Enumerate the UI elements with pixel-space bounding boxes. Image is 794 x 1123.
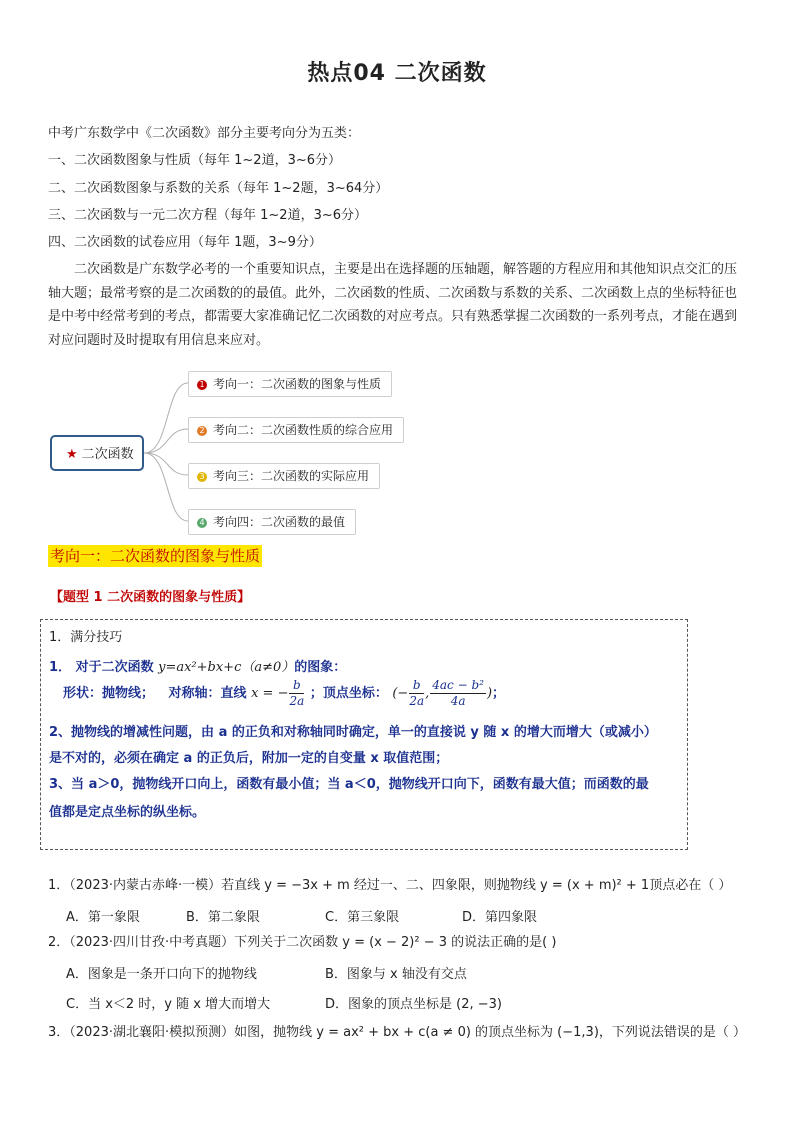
number-badge-icon: 4: [197, 518, 207, 528]
tips-line-2: 2、抛物线的增减性问题，由 a 的正负和对称轴同时确定，单一的直接说 y 随 x 的增大而增大（或减小）: [49, 725, 657, 740]
answer-option[interactable]: C．第三象限: [325, 910, 400, 925]
intro-item: 三、二次函数与一元二次方程（每年 1~2道，3~6分）: [48, 208, 368, 223]
number-badge-icon: 3: [197, 472, 207, 482]
answer-option[interactable]: B．第二象限: [186, 910, 260, 925]
fraction: $\frac{\text{4ac − b²}}{4a}$: [432, 678, 484, 708]
vertex-formula: (−: [392, 686, 409, 701]
tips-box: [40, 619, 688, 850]
number-badge-icon: 1: [197, 380, 207, 390]
tips-shape-line: 形状：抛物线； 对称轴：直线 x = − $\frac{b}{2a}$ ；顶点坐标： (− $\frac{b}{2a}$ , $\frac{\text{4ac − b²}}{4a}$ )；: [63, 678, 506, 708]
mindmap-root-label: 二次函数: [81, 447, 134, 462]
number-badge-icon: 2: [197, 426, 207, 436]
mindmap-branch-label: 考向二：二次函数性质的综合应用: [213, 423, 394, 437]
intro-lead: 中考广东数学中《二次函数》部分主要考向分为五类：: [48, 126, 361, 141]
question-stem: 2．（2023·四川甘孜·中考真题）下列关于二次函数 y = (x − 2)² − 3 的说法正确的是( ): [48, 935, 557, 950]
mindmap-branch-label: 考向三：二次函数的实际应用: [213, 469, 370, 483]
intro-item: 四、二次函数的试卷应用（每年 1题，3~9分）: [48, 235, 322, 250]
tips-line-1: 1． 对于二次函数 y=ax²+bx+c（a≠0）的图象：: [49, 660, 347, 675]
answer-option[interactable]: C．当 x＜2 时，y 随 x 增大而增大: [66, 997, 271, 1012]
question-type-heading: 【题型 1 二次函数的图象与性质】: [50, 590, 251, 605]
answer-option[interactable]: D．第四象限: [462, 910, 538, 925]
fraction: $\frac{b}{2a}$: [289, 678, 305, 708]
answer-option[interactable]: D．图象的顶点坐标是 (2, −3): [325, 997, 502, 1012]
fraction: $\frac{b}{2a}$: [409, 678, 425, 708]
tips-line-3: 3、当 a＞0，抛物线开口向上，函数有最小值；当 a＜0，抛物线开口向下，函数有最大值；而函数的最: [49, 777, 649, 792]
question-stem: 1．（2023·内蒙古赤峰·一模）若直线 y = −3x + m 经过一、二、四象限，则抛物线 y = (x + m)² + 1顶点必在（ ）: [48, 878, 732, 893]
answer-option[interactable]: A．第一象限: [66, 910, 140, 925]
mindmap-branch: [188, 371, 392, 397]
section-heading: 考向一：二次函数的图象与性质: [50, 547, 261, 565]
tips-line-3b: 值都是定点坐标的纵坐标。: [49, 805, 206, 820]
mindmap-root: [50, 435, 144, 471]
intro-paragraph: 二次函数是广东数学必考的一个重要知识点，主要是出在选择题的压轴题，解答题的方程应用和其他知识点交汇的压轴大题；最常考察的是二次函数的的最值。此外，二次函数的性质、二次函数与系数的关系、二次函数上点的坐标特征也是中考中经常考到的考点，都需要大家准确记忆二次函数的对应考点。只有熟悉掌握二次函数的一系列考点，才能在遇到对应问题时及时提取有用信息来应对。: [48, 262, 738, 348]
intro-item: 一、二次函数图象与性质（每年 1~2道，3~6分）: [48, 153, 342, 168]
mindmap-branch-label: 考向一：二次函数的图象与性质: [213, 377, 382, 391]
star-icon: ★: [66, 447, 78, 462]
intro-item: 二、二次函数图象与系数的关系（每年 1~2题，3~64分）: [48, 181, 389, 196]
tips-line-2b: 是不对的，必须在确定 a 的正负后，附加一定的自变量 x 取值范围；: [49, 751, 449, 766]
formula: y=ax²+bx+c（a≠0）: [158, 660, 295, 675]
tips-header: 1．满分技巧: [49, 630, 123, 645]
axis-formula: x = −: [251, 686, 289, 701]
page-title: 热点04 二次函数: [307, 61, 487, 86]
question-stem: 3．（2023·湖北襄阳·模拟预测）如图，抛物线 y = ax² + bx + c(a ≠ 0) 的顶点坐标为 (−1,3)，下列说法错误的是（ ）: [48, 1025, 747, 1040]
mindmap-branch-label: 考向四：二次函数的最值: [213, 515, 346, 529]
answer-option[interactable]: B．图象与 x 轴没有交点: [325, 967, 467, 982]
mindmap-branch: [188, 417, 404, 443]
answer-option[interactable]: A．图象是一条开口向下的抛物线: [66, 967, 257, 982]
mindmap-branch: [188, 509, 356, 535]
mindmap-branch: [188, 463, 380, 489]
